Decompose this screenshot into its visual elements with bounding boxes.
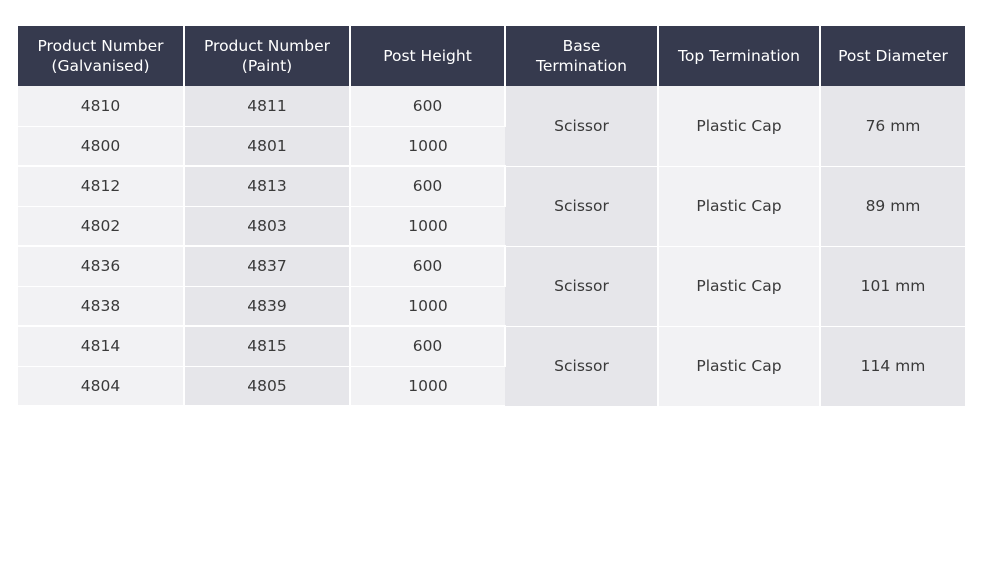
post-height-cell: 600 [350, 326, 505, 366]
galvanised-number-cell: 4810 [18, 86, 184, 126]
post-height-cell: 1000 [350, 366, 505, 406]
table-body [18, 86, 965, 406]
post-height-cell: 1000 [350, 286, 505, 326]
base-termination-cell: Scissor [505, 326, 658, 406]
post-height-cell: 600 [350, 166, 505, 206]
top-termination-cell: Plastic Cap [658, 326, 820, 406]
paint-number-cell: 4837 [184, 246, 350, 286]
top-termination-cell: Plastic Cap [658, 246, 820, 326]
header-top-termination: Top Termination [658, 26, 820, 86]
top-termination-cell: Plastic Cap [658, 166, 820, 246]
post-height-cell: 600 [350, 86, 505, 126]
galvanised-number-cell: 4836 [18, 246, 184, 286]
table-row [18, 166, 965, 206]
base-termination-cell: Scissor [505, 86, 658, 166]
table-row [18, 86, 965, 126]
galvanised-number-cell: 4804 [18, 366, 184, 406]
header-post-diameter: Post Diameter [820, 26, 965, 86]
header-galv-line2: (Galvanised) [51, 57, 150, 75]
post-height-cell: 600 [350, 246, 505, 286]
post-diameter-cell: 89 mm [820, 166, 965, 246]
galvanised-number-cell: 4800 [18, 126, 184, 166]
paint-number-cell: 4803 [184, 206, 350, 246]
header-base-line1: Base [562, 37, 601, 55]
galvanised-number-cell: 4838 [18, 286, 184, 326]
product-spec-table [18, 26, 965, 407]
paint-number-cell: 4811 [184, 86, 350, 126]
header-paint-line1: Product Number [203, 37, 331, 55]
paint-number-cell: 4839 [184, 286, 350, 326]
header-paint-line2: (Paint) [241, 57, 293, 75]
header-post-height: Post Height [350, 26, 505, 86]
base-termination-cell: Scissor [505, 246, 658, 326]
post-height-cell: 1000 [350, 126, 505, 166]
galvanised-number-cell: 4802 [18, 206, 184, 246]
header-base-line2: Termination [536, 57, 627, 75]
base-termination-cell: Scissor [505, 166, 658, 246]
post-diameter-cell: 76 mm [820, 86, 965, 166]
paint-number-cell: 4813 [184, 166, 350, 206]
galvanised-number-cell: 4812 [18, 166, 184, 206]
galvanised-number-cell: 4814 [18, 326, 184, 366]
header-galv-line1: Product Number [37, 37, 164, 55]
paint-number-cell: 4805 [184, 366, 350, 406]
table-header [18, 26, 965, 86]
table-row [18, 246, 965, 286]
post-height-cell: 1000 [350, 206, 505, 246]
paint-number-cell: 4801 [184, 126, 350, 166]
header-base-termination [505, 26, 658, 86]
post-diameter-cell: 101 mm [820, 246, 965, 326]
post-diameter-cell: 114 mm [820, 326, 965, 406]
table-row [18, 326, 965, 366]
top-termination-cell: Plastic Cap [658, 86, 820, 166]
paint-number-cell: 4815 [184, 326, 350, 366]
header-row [18, 26, 965, 86]
header-product-number-paint [184, 26, 350, 86]
header-product-number-galvanised [18, 26, 184, 86]
